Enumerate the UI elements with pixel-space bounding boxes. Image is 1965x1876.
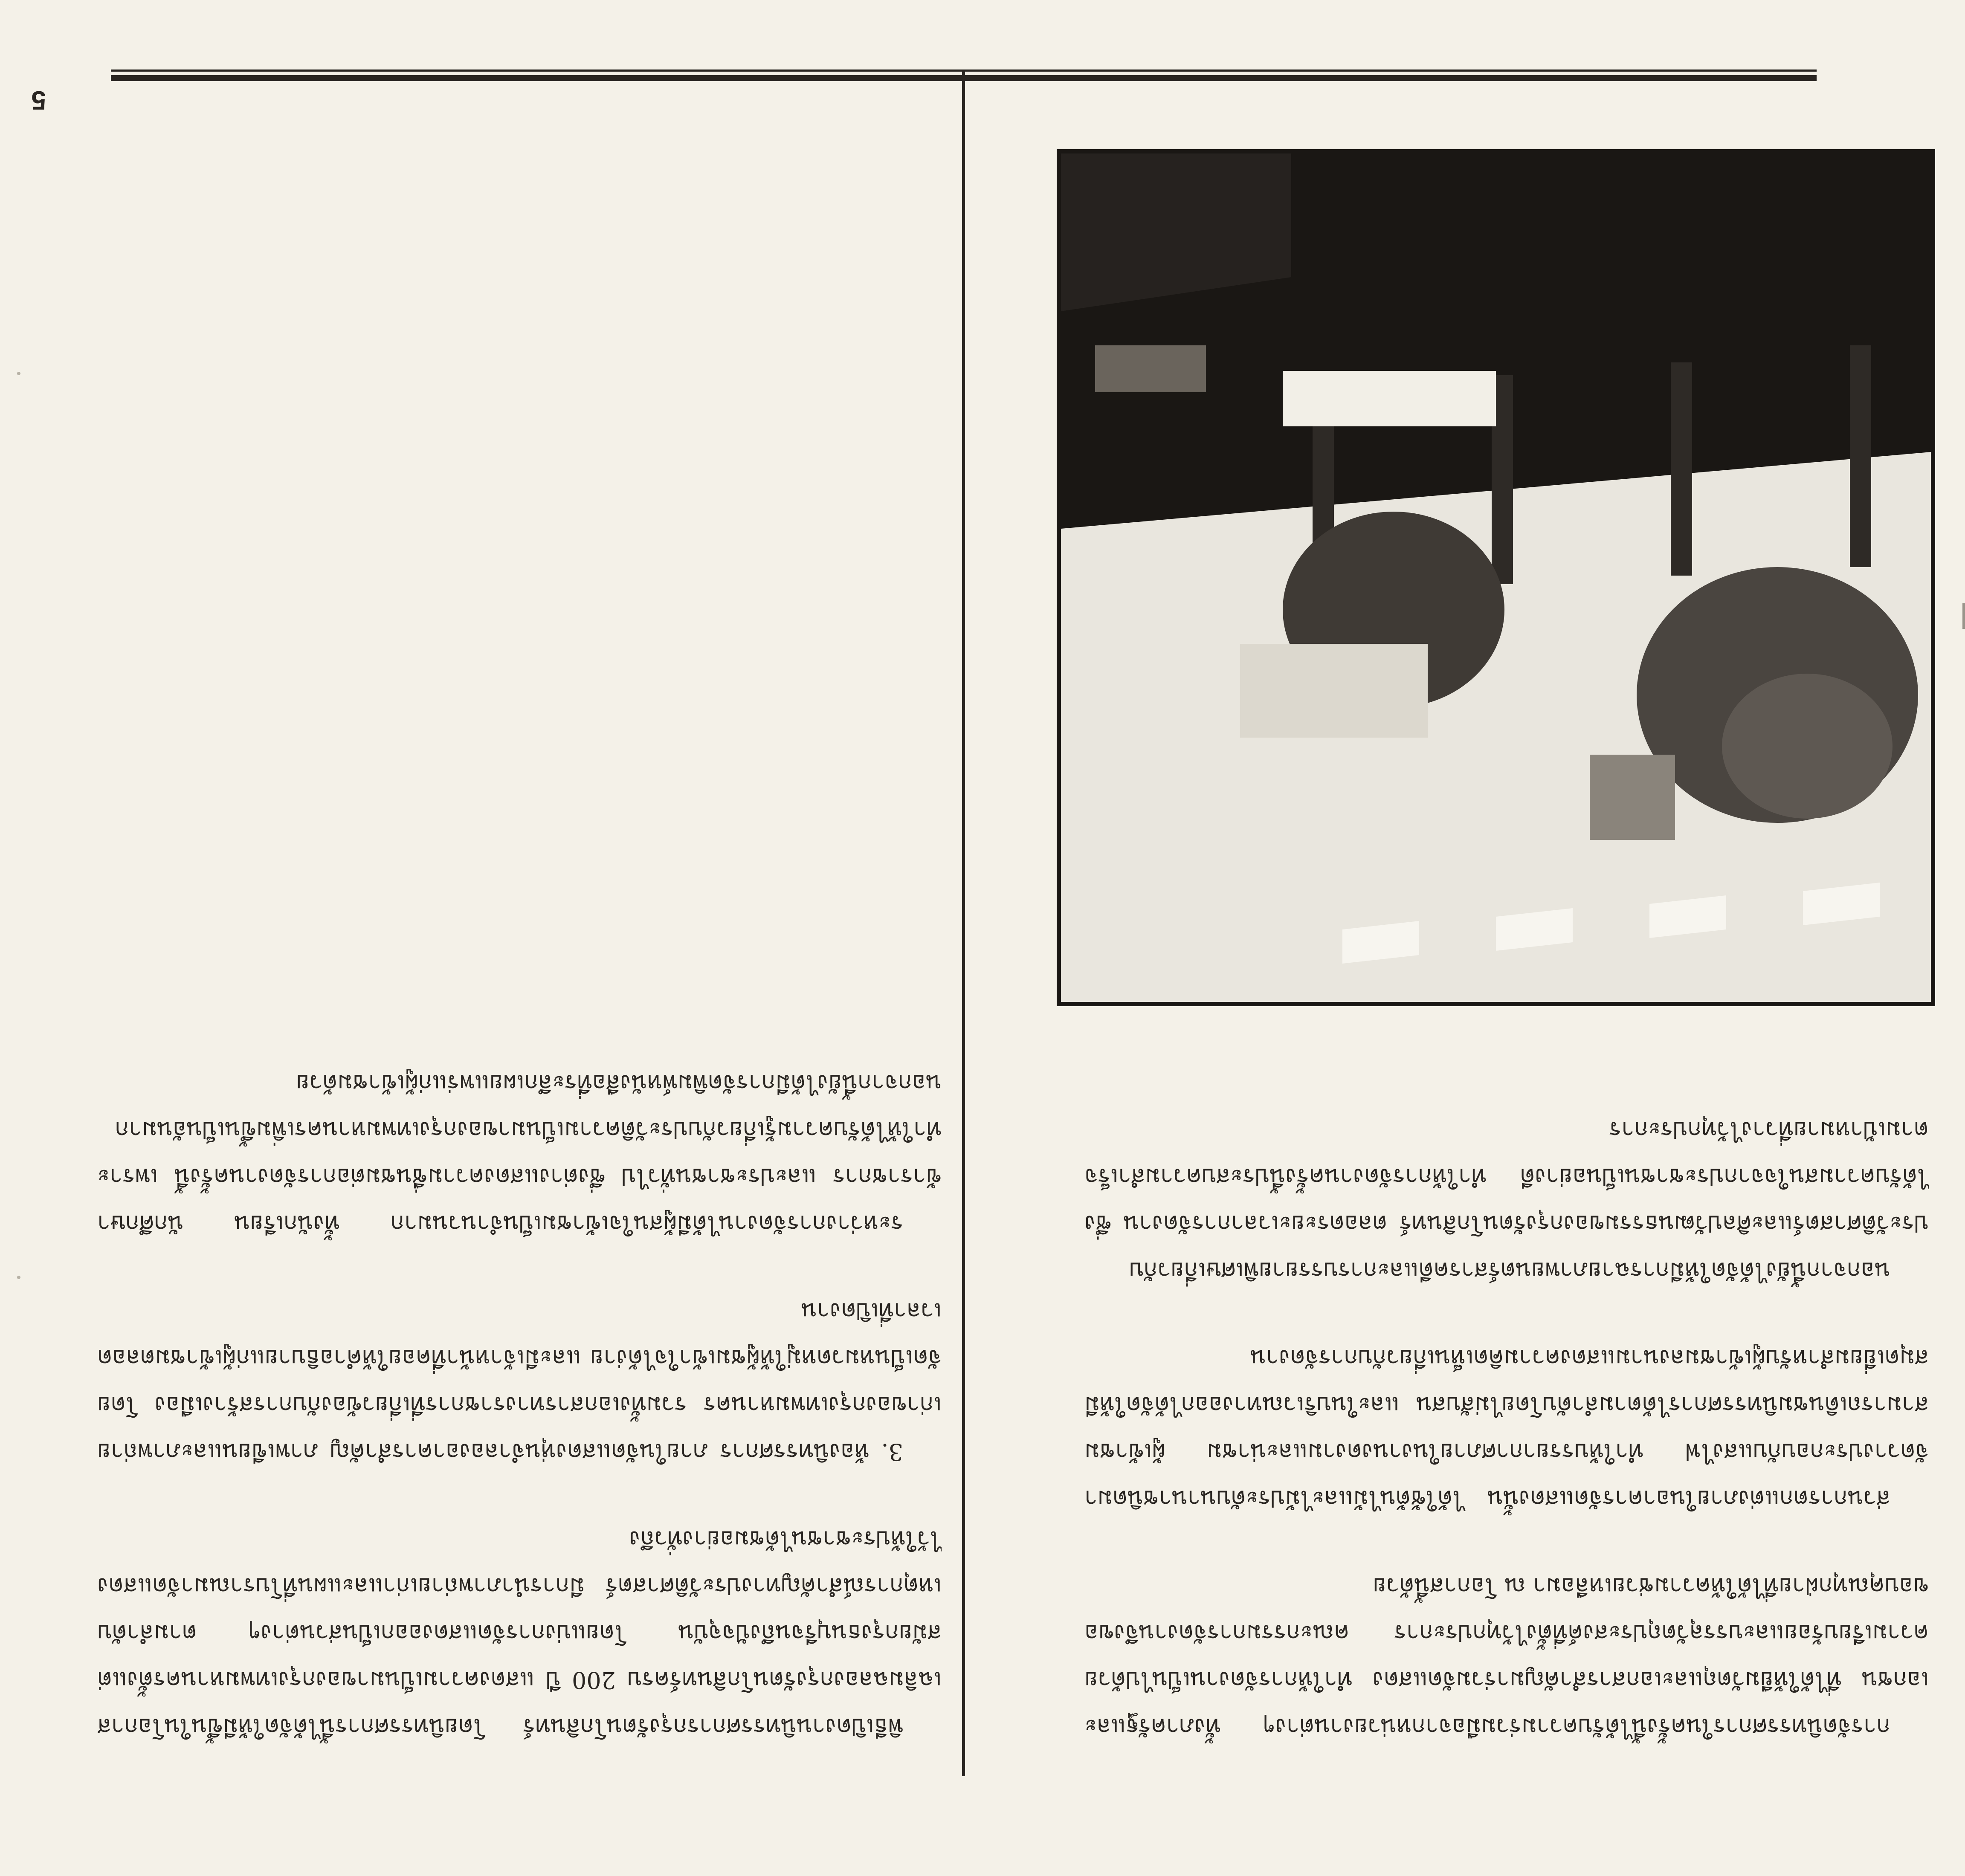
right-text-column bbox=[97, 122, 942, 1750]
column-divider bbox=[962, 71, 965, 1776]
left-paragraph-1: การจัดนิทรรศการในครั้งนี้ได้รับความร่วมมือจากหน่วยงานต่างๆ ทั้งภาครัฐและเอกชน ที่ได้ให้ยืมวัตถุและเอกสารสำคัญมาร่วมจัดแสดง ทำให้การจัดงานเป็นไปด้วยความเรียบร้อยและบรรลุวัตถุประสงค์ที่ตั้งไว้ทุกประการ คณะกรรมการจัดงานจึงขอขอบคุณทุกฝ่ายที่ได้ให้ความช่วยเหลือมา ณ โอกาสนี้ด้วย bbox=[1084, 1573, 1929, 1740]
scan-speck bbox=[17, 1276, 20, 1279]
right-paragraph-2: 3. ห้องนิทรรศการ ภายในจัดแสดงหุ่นจำลองอาคารสำคัญ ภาพเขียนและภาพถ่ายเก่าของกรุงเทพมหานคร รวมทั้งเอกสารทางราชการที่เกี่ยวข้องกับการสร้างเมือง โดยจัดเป็นหมวดหมู่ให้ผู้ชมเข้าใจได้ง่าย และมีเจ้าหน้าที่คอยให้คำอธิบายแก่ผู้เข้าชมตลอดเวลาที่เปิดงาน bbox=[97, 1298, 942, 1465]
page-number: 5 bbox=[31, 85, 46, 115]
scan-speck bbox=[17, 372, 20, 375]
left-text-column-body bbox=[1084, 1025, 1929, 1750]
exhibition-hall-photograph bbox=[1057, 149, 1935, 1006]
left-paragraph-3: นอกจากนี้ยังได้จัดให้มีการฉายภาพยนตร์สารคดีและการบรรยายพิเศษเกี่ยวกับประวัติศาสตร์และศิลปวัฒนธรรมของกรุงรัตนโกสินทร์ ตลอดระยะเวลาการจัดงาน ซึ่งได้รับความสนใจจากประชาชนเป็นอย่างดี ทำให้การจัดงานครั้งนี้ประสบความสำเร็จตามเป้าหมายที่วางไว้ทุกประการ bbox=[1084, 1117, 1929, 1284]
left-paragraph-2: ส่วนการตกแต่งภายในอาคารจัดแสดงนั้น ได้ใช้ต้นไม้และไม้ประดับนานาชนิดมาจัดวางประกอบกับแสงไฟ ทำให้บรรยากาศภายในงานงดงามและน่าชม ผู้เข้าชมสามารถเดินชมนิทรรศการได้ตามลำดับโดยไม่สับสน และในบริเวณทางออกได้จัดให้มีสมุดเยี่ยมสำหรับผู้เข้าชมลงนามแสดงความคิดเห็นเกี่ยวกับการจัดงาน bbox=[1084, 1345, 1929, 1512]
right-paragraph-1: พิธีเปิดงานนิทรรศการกรุงรัตนโกสินทร์ โดยนิทรรศการนี้ได้จัดให้มีขึ้นในโอกาสเฉลิมฉลองกรุงรัตนโกสินทร์ครบ 200 ปี แสดงความเป็นมาของกรุงเทพมหานครตั้งแต่สมัยกรุงธนบุรีจนถึงปัจจุบัน โดยแบ่งการจัดแสดงออกเป็นส่วนต่างๆ ตามลำดับเหตุการณ์สำคัญทางประวัติศาสตร์ มีการนำภาพถ่ายเก่าและแผนที่โบราณมาจัดแสดงไว้ให้ประชาชนได้ชมอย่างทั่วถึง bbox=[97, 1526, 942, 1740]
right-paragraph-3: ระหว่างการจัดงานได้มีผู้สนใจเข้าชมเป็นจำนวนมาก ทั้งนักเรียน นักศึกษา ข้าราชการ และประชาชนทั่วไป ซึ่งต่างแสดงความชื่นชมต่อการจัดงานครั้งนี้ เพราะทำให้ได้รับความรู้เกี่ยวกับประวัติความเป็นมาของกรุงเทพมหานครเพิ่มขึ้นเป็นอันมาก นอกจากนี้ยังได้มีการจัดพิมพ์หนังสือที่ระลึกเผยแพร่แก่ผู้เข้าชมด้วย bbox=[97, 1070, 942, 1237]
exhibition-photo-svg bbox=[1061, 153, 1931, 1002]
scan-edge-mark bbox=[1962, 603, 1965, 629]
